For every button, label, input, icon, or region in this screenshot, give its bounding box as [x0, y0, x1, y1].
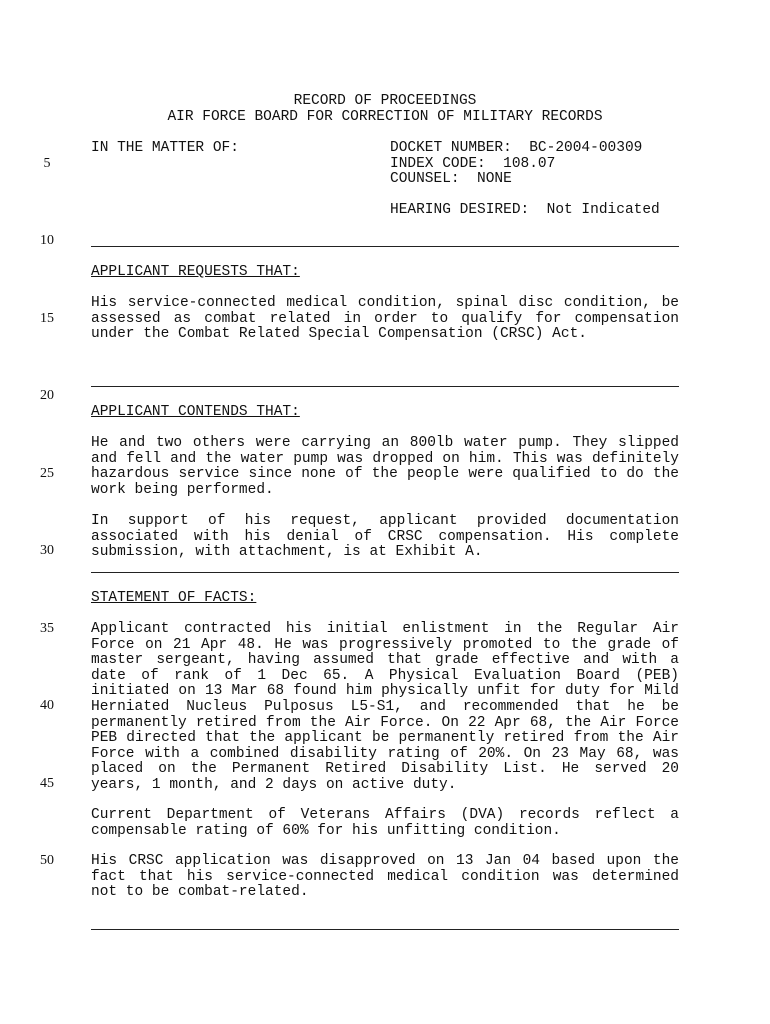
facts-paragraph-1: Applicant contracted his initial enlistment in the Regular Air Force on 21 Apr 48. He was progressively promoted to the grade of master sergeant, having assumed that grade effective and with a date of rank of 1 Dec 65. A Physical Evaluation Board (PEB) initiated on 13 Mar 68 found him physically unfit for duty for Mild Herniated Nucleus Pulposus L5-S1, and recommended that he be permanently retired from the Air Force. On 22 Apr 68, the Air Force PEB directed that the applicant be permanently retired from the Air Force with a combined disability rating of 20%. On 23 May 68, was placed on the Permanent Retired Disability List. He served 20 years, 1 month, and 2 days on active duty. — [91, 621, 679, 793]
facts-paragraph-3: His CRSC application was disapproved on 13 Jan 04 based upon the fact that his service-connected medical condition was determined not to be combat-related. — [91, 853, 679, 901]
record-title: RECORD OF PROCEEDINGS — [293, 93, 477, 109]
line-number: 45 — [40, 776, 54, 791]
index-code: INDEX CODE: 108.07 — [390, 156, 556, 172]
line-number: 50 — [40, 853, 54, 868]
line-number: 20 — [40, 388, 54, 403]
requests-heading: APPLICANT REQUESTS THAT: — [91, 264, 300, 280]
line-number: 10 — [40, 233, 54, 248]
line-number: 5 — [43, 156, 51, 171]
line-number: 35 — [40, 621, 54, 636]
section-divider — [91, 386, 679, 387]
section-divider — [91, 246, 679, 247]
section-divider — [91, 929, 679, 930]
contends-paragraph-1: He and two others were carrying an 800lb water pump. They slipped and fell and the water pump was dropped on him. This was definitely hazardous service since none of the people were qualified to do the work being performed. — [91, 435, 679, 498]
board-title: AIR FORCE BOARD FOR CORRECTION OF MILITARY RECORDS — [167, 109, 603, 125]
docket-number: DOCKET NUMBER: BC-2004-00309 — [390, 140, 643, 156]
counsel: COUNSEL: NONE — [390, 171, 512, 187]
section-divider — [91, 572, 679, 573]
line-number: 15 — [40, 311, 54, 326]
line-number: 30 — [40, 543, 54, 558]
line-number: 25 — [40, 466, 54, 481]
in-the-matter-label: IN THE MATTER OF: — [91, 140, 239, 156]
hearing-desired: HEARING DESIRED: Not Indicated — [390, 202, 660, 218]
contends-heading: APPLICANT CONTENDS THAT: — [91, 404, 300, 420]
line-number: 40 — [40, 698, 54, 713]
facts-paragraph-2: Current Department of Veterans Affairs (DVA) records reflect a compensable rating of 60% for his unfitting condition. — [91, 807, 679, 839]
facts-heading: STATEMENT OF FACTS: — [91, 590, 257, 606]
requests-paragraph: His service-connected medical condition, spinal disc condition, be assessed as combat related in order to qualify for compensation under the Combat Related Special Compensation (CRSC) Act. — [91, 295, 679, 343]
contends-paragraph-2: In support of his request, applicant provided documentation associated with his denial of CRSC compensation. His complete submission, with attachment, is at Exhibit A. — [91, 513, 679, 561]
